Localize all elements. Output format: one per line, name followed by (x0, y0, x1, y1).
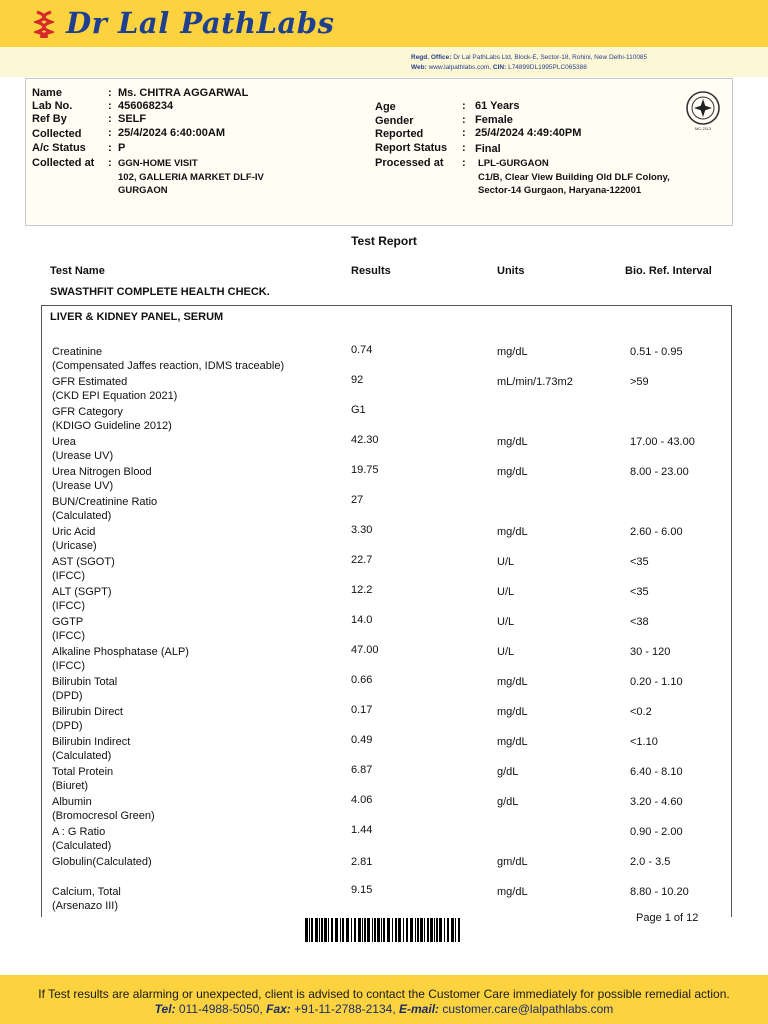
lab-number: 456068234 (118, 100, 174, 112)
barcode-bar (415, 918, 416, 942)
brand-logo[interactable]: Dr Lal PathLabs (66, 6, 335, 40)
test-method: (KDIGO Guideline 2012) (52, 420, 172, 432)
barcode-bar (383, 918, 385, 942)
test-method: (IFCC) (52, 660, 85, 672)
test-result: 1.44 (351, 824, 373, 836)
test-ref-interval: 17.00 - 43.00 (630, 436, 695, 448)
test-name: Total Protein (52, 766, 114, 778)
test-method: (Arsenazo III) (52, 900, 119, 912)
page-number: Page 1 of 12 (636, 912, 699, 924)
barcode-bar (447, 918, 449, 942)
collected-datetime: 25/4/2024 6:40:00AM (118, 127, 226, 139)
test-name: Uric Acid (52, 526, 96, 538)
colon: : (108, 100, 112, 112)
barcode-bar (309, 918, 310, 942)
colon: : (108, 157, 112, 169)
barcode-bar (420, 918, 423, 942)
name-label: Name (32, 87, 62, 99)
test-result: 0.66 (351, 674, 373, 686)
test-method: (IFCC) (52, 600, 85, 612)
test-method: (IFCC) (52, 570, 85, 582)
processed-at: LPL-GURGAON (478, 158, 549, 169)
age-label: Age (375, 101, 396, 113)
table-row (0, 376, 768, 406)
barcode-bar (387, 918, 390, 942)
barcode-bar (381, 918, 382, 942)
test-unit: gm/dL (497, 856, 528, 868)
cin-label: CIN: (492, 64, 507, 71)
barcode-bar (311, 918, 313, 942)
colon: : (108, 142, 112, 154)
fax-label: Fax: (266, 1002, 291, 1016)
test-method: (Biuret) (52, 780, 89, 792)
test-unit: mg/dL (497, 706, 528, 718)
barcode-bar (403, 918, 404, 942)
barcode-bar (410, 918, 413, 942)
acstatus-label: A/c Status (32, 142, 86, 154)
table-row (0, 586, 768, 616)
colon: : (108, 113, 112, 125)
processing-address-line2: Sector-14 Gurgaon, Haryana-122001 (478, 185, 642, 196)
barcode-bar (398, 918, 401, 942)
test-name: Creatinine (52, 346, 103, 358)
footer-contact (0, 1002, 768, 1016)
test-ref-interval: 6.40 - 8.10 (630, 766, 683, 778)
test-ref-interval: <0.2 (630, 706, 652, 718)
col-units: Units (497, 265, 525, 277)
barcode-bar (374, 918, 376, 942)
processing-address-line1: C1/B, Clear View Building Old DLF Colony, (478, 172, 670, 183)
test-name: Bilirubin Indirect (52, 736, 131, 748)
barcode-bar (324, 918, 327, 942)
test-result: 47.00 (351, 644, 379, 656)
test-unit: mL/min/1.73m2 (497, 376, 573, 388)
barcode-bar (340, 918, 341, 942)
seal-text: MC-2113 (694, 126, 712, 131)
collectedat-label: Collected at (32, 157, 95, 169)
test-result: 0.74 (351, 344, 373, 356)
barcode-bar (315, 918, 318, 942)
table-row (0, 796, 768, 826)
panel-title: LIVER & KIDNEY PANEL, SERUM (50, 311, 224, 323)
col-test-name: Test Name (50, 265, 105, 277)
test-method: (CKD EPI Equation 2021) (52, 390, 178, 402)
test-result: 14.0 (351, 614, 373, 626)
test-result: G1 (351, 404, 366, 416)
barcode-bar (377, 918, 380, 942)
test-unit: mg/dL (497, 676, 528, 688)
age: 61 Years (475, 100, 520, 112)
barcode-bar (434, 918, 435, 942)
barcode-bar (354, 918, 356, 942)
test-method: (DPD) (52, 690, 83, 702)
gender-label: Gender (375, 115, 414, 127)
test-name: GGTP (52, 616, 84, 628)
barcode-bar (358, 918, 361, 942)
email-label: E-mail: (399, 1002, 440, 1016)
test-name: Globulin(Calculated) (52, 856, 152, 868)
barcode-bar (335, 918, 338, 942)
collection-address-line1: 102, GALLERIA MARKET DLF-IV (118, 172, 264, 183)
test-method: (Calculated) (52, 840, 112, 852)
refby-label: Ref By (32, 113, 67, 125)
table-row (0, 676, 768, 706)
barcode-bar (342, 918, 344, 942)
test-unit: mg/dL (497, 466, 528, 478)
test-method: (Urease UV) (52, 450, 114, 462)
tel-label: Tel: (154, 1002, 176, 1016)
barcode-bar (439, 918, 442, 942)
barcode-bar (444, 918, 445, 942)
test-ref-interval: <35 (630, 556, 649, 568)
fax-number: +91-11-2788-2134, (294, 1002, 396, 1016)
barcode-bar (372, 918, 373, 942)
col-ref-interval: Bio. Ref. Interval (625, 265, 712, 277)
table-row (0, 646, 768, 676)
gender: Female (475, 114, 513, 126)
reported-datetime: 25/4/2024 4:49:40PM (475, 127, 582, 139)
patient-name: Ms. CHITRA AGGARWAL (118, 87, 249, 99)
colon: : (462, 142, 466, 154)
test-method: (Compensated Jaffes reaction, IDMS traceable) (52, 360, 285, 372)
test-result: 2.81 (351, 856, 373, 868)
colon: : (462, 114, 466, 126)
ac-status: P (118, 142, 126, 154)
table-row (0, 436, 768, 466)
test-name: Urea Nitrogen Blood (52, 466, 152, 478)
test-ref-interval: <1.10 (630, 736, 658, 748)
test-result: 6.87 (351, 764, 373, 776)
test-unit: mg/dL (497, 526, 528, 538)
table-row (0, 466, 768, 496)
barcode-bar (319, 918, 320, 942)
barcode-bar (362, 918, 363, 942)
colon: : (462, 100, 466, 112)
test-result: 0.17 (351, 704, 373, 716)
barcode-bar (321, 918, 323, 942)
test-result: 27 (351, 494, 364, 506)
table-row (0, 856, 768, 886)
test-ref-interval: 8.00 - 23.00 (630, 466, 689, 478)
table-row (0, 556, 768, 586)
test-method: (DPD) (52, 720, 83, 732)
test-method: (Calculated) (52, 510, 112, 522)
col-results: Results (351, 265, 391, 277)
test-ref-interval: 3.20 - 4.60 (630, 796, 683, 808)
test-unit: g/dL (497, 766, 519, 778)
report-status-label: Report Status (375, 142, 448, 154)
dna-logo-icon (34, 10, 54, 38)
barcode-bar (458, 918, 460, 942)
test-unit: mg/dL (497, 886, 528, 898)
processed-at-label: Processed at (375, 157, 444, 169)
test-method: (Uricase) (52, 540, 97, 552)
barcode-bar (367, 918, 370, 942)
test-ref-interval: <38 (630, 616, 649, 628)
cin-text: L74899DL1995PLC065388 (508, 64, 587, 71)
table-row (0, 736, 768, 766)
footer-disclaimer: If Test results are alarming or unexpected, client is advised to contact the Customer Care immediately for possible remedial action. (38, 987, 730, 1001)
test-unit: mg/dL (497, 736, 528, 748)
test-unit: U/L (497, 616, 515, 628)
header-subbar (0, 47, 768, 77)
barcode-bar (392, 918, 393, 942)
test-result: 19.75 (351, 464, 379, 476)
test-name: A : G Ratio (52, 826, 106, 838)
test-ref-interval: >59 (630, 376, 649, 388)
colon: : (108, 87, 112, 99)
barcode-bar (451, 918, 454, 942)
test-ref-interval: 0.51 - 0.95 (630, 346, 683, 358)
test-ref-interval: 2.0 - 3.5 (630, 856, 671, 868)
test-method: (Bromocresol Green) (52, 810, 155, 822)
test-result: 12.2 (351, 584, 373, 596)
test-result: 92 (351, 374, 364, 386)
test-name: AST (SGOT) (52, 556, 115, 568)
test-name: GFR Estimated (52, 376, 128, 388)
regd-text: Dr Lal PathLabs Ltd, Block-E, Sector-18, Rohini, New Delhi-110085 (453, 54, 648, 61)
barcode-bar (351, 918, 352, 942)
reported-label: Reported (375, 128, 424, 140)
barcode-bar (430, 918, 433, 942)
collected-at: GGN-HOME VISIT (118, 158, 198, 169)
table-row (0, 346, 768, 376)
test-name: Bilirubin Total (52, 676, 118, 688)
test-ref-interval: 0.90 - 2.00 (630, 826, 683, 838)
test-ref-interval: <35 (630, 586, 649, 598)
report-title: Test Report (351, 234, 417, 248)
regd-label: Regd. Office: (411, 54, 452, 61)
web-link[interactable]: www.lalpathlabs.com, (428, 64, 492, 71)
table-row (0, 496, 768, 526)
test-result: 42.30 (351, 434, 379, 446)
test-ref-interval: 8.80 - 10.20 (630, 886, 689, 898)
barcode-icon (305, 918, 463, 942)
test-name: Alkaline Phosphatase (ALP) (52, 646, 189, 658)
table-row (0, 406, 768, 436)
test-name: BUN/Creatinine Ratio (52, 496, 158, 508)
labno-label: Lab No. (32, 100, 73, 112)
table-row (0, 526, 768, 556)
test-unit: U/L (497, 586, 515, 598)
collection-address-line2: GURGAON (118, 185, 168, 196)
barcode-bar (328, 918, 329, 942)
test-ref-interval: 2.60 - 6.00 (630, 526, 683, 538)
test-name: ALT (SGPT) (52, 586, 112, 598)
report-status: Final (475, 143, 501, 155)
ref-by: SELF (118, 113, 147, 125)
collected-label: Collected (32, 128, 82, 140)
barcode-bar (455, 918, 456, 942)
test-result: 9.15 (351, 884, 373, 896)
test-result: 3.30 (351, 524, 373, 536)
table-row (0, 826, 768, 856)
colon: : (108, 127, 112, 139)
barcode-bar (406, 918, 408, 942)
barcode-bar (346, 918, 349, 942)
colon: : (462, 127, 466, 139)
table-row (0, 616, 768, 646)
test-result: 0.49 (351, 734, 373, 746)
tel-number[interactable]: 011-4988-5050, (178, 1002, 263, 1016)
web-label: Web: (411, 64, 427, 71)
barcode-bar (395, 918, 397, 942)
test-unit: mg/dL (497, 346, 528, 358)
barcode-bar (417, 918, 419, 942)
accreditation-seal-icon (684, 90, 722, 132)
test-result: 4.06 (351, 794, 373, 806)
test-method: (Urease UV) (52, 480, 114, 492)
test-result: 22.7 (351, 554, 373, 566)
barcode-bar (436, 918, 438, 942)
test-unit: mg/dL (497, 436, 528, 448)
barcode-bar (424, 918, 425, 942)
test-unit: U/L (497, 646, 515, 658)
test-name: Bilirubin Direct (52, 706, 123, 718)
registered-office-info (411, 53, 647, 73)
test-unit: U/L (497, 556, 515, 568)
test-ref-interval: 0.20 - 1.10 (630, 676, 683, 688)
barcode-bar (427, 918, 429, 942)
table-row (0, 766, 768, 796)
package-name: SWASTHFIT COMPLETE HEALTH CHECK. (50, 286, 270, 298)
test-method: (IFCC) (52, 630, 85, 642)
test-name: GFR Category (52, 406, 123, 418)
test-name: Urea (52, 436, 76, 448)
test-name: Calcium, Total (52, 886, 121, 898)
test-ref-interval: 30 - 120 (630, 646, 671, 658)
barcode-bar (364, 918, 366, 942)
test-name: Albumin (52, 796, 92, 808)
barcode-bar (305, 918, 308, 942)
table-row (0, 706, 768, 736)
test-method: (Calculated) (52, 750, 112, 762)
email-link[interactable]: customer.care@lalpathlabs.com (442, 1002, 614, 1016)
barcode-bar (331, 918, 333, 942)
test-unit: g/dL (497, 796, 519, 808)
colon: : (462, 157, 466, 169)
